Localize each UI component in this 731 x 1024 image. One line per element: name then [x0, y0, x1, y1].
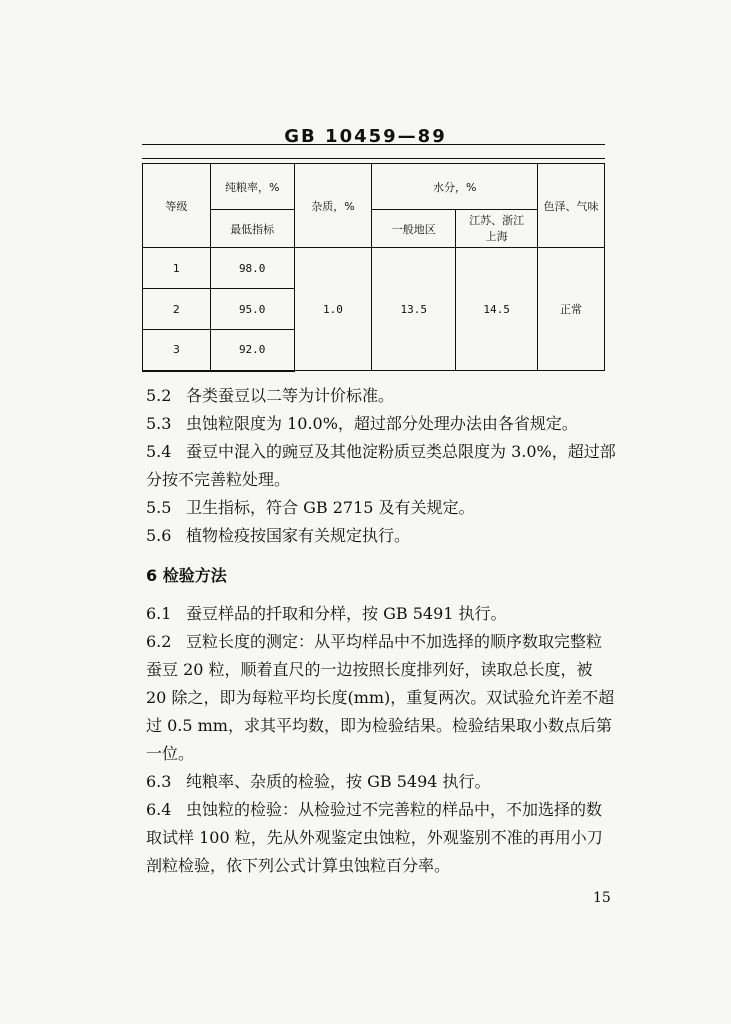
grade-cell: 1 — [143, 248, 211, 289]
header-purity-min: 最低指标 — [210, 210, 294, 248]
header-rule-top — [142, 144, 605, 145]
paragraph-5-5: 5.5 卫生指标，符合 GB 2715 及有关规定。 — [146, 498, 475, 517]
purity-cell: 98.0 — [210, 248, 294, 289]
header-impurity: 杂质，% — [294, 164, 372, 248]
impurity-cell: 1.0 — [294, 248, 372, 371]
moisture-jiangsu-cell: 14.5 — [456, 248, 538, 371]
moisture-general-cell: 13.5 — [372, 248, 456, 371]
purity-cell: 95.0 — [210, 289, 294, 330]
grade-cell: 3 — [143, 330, 211, 371]
paragraph-5-6: 5.6 植物检疫按国家有关规定执行。 — [146, 526, 411, 545]
paragraph-5-4: 5.4 蚕豆中混入的豌豆及其他淀粉质豆类总限度为 3.0%，超过部分按不完善粒处理。 — [146, 442, 616, 489]
purity-cell: 92.0 — [210, 330, 294, 371]
paragraph-6-3: 6.3 纯粮率、杂质的检验，按 GB 5494 执行。 — [146, 772, 491, 791]
paragraph-5-2: 5.2 各类蚕豆以二等为计价标准。 — [146, 386, 395, 405]
color-odor-cell: 正常 — [538, 248, 605, 371]
header-moisture-general: 一般地区 — [372, 210, 456, 248]
section-6-heading: 6 检验方法 — [146, 566, 227, 585]
header-color-odor: 色泽、气味 — [538, 164, 605, 248]
body-text — [146, 382, 616, 880]
paragraph-6-4: 6.4 虫蚀粒的检验：从检验过不完善粒的样品中，不加选择的数取试样 100 粒，先从外观鉴定虫蚀粒，外观鉴别不准的再用小刀剖粒检验，依下列公式计算虫蚀粒百分率。 — [146, 800, 603, 875]
header-grade: 等级 — [143, 164, 211, 248]
header-moisture: 水分，% — [372, 164, 538, 210]
paragraph-5-3: 5.3 虫蚀粒限度为 10.0%，超过部分处理办法由各省规定。 — [146, 414, 578, 433]
header-moisture-jiangsu: 江苏、浙江上海 — [456, 210, 538, 248]
paragraph-6-2: 6.2 豆粒长度的测定：从平均样品中不加选择的顺序数取完整粒蚕豆 20 粒，顺着直尺的一边按照长度排列好，读取总长度，被 20 除之，即为每粒平均长度(mm)，重复两次。双试验允许差不超过 0.5 mm，求其平均数，即为检验结果。检验结果取小数点后第一位。 — [146, 632, 615, 763]
grade-cell: 2 — [143, 289, 211, 330]
header-purity: 纯粮率，% — [210, 164, 294, 210]
header-rule-bottom — [142, 158, 605, 159]
standard-code-header: GB 10459—89 — [284, 126, 447, 147]
table-subheader-row — [143, 210, 605, 248]
grade-table — [142, 163, 605, 372]
page-number: 15 — [593, 890, 611, 906]
table-header-row — [143, 164, 605, 210]
table-row — [143, 248, 605, 289]
paragraph-6-1: 6.1 蚕豆样品的扦取和分样，按 GB 5491 执行。 — [146, 604, 507, 623]
